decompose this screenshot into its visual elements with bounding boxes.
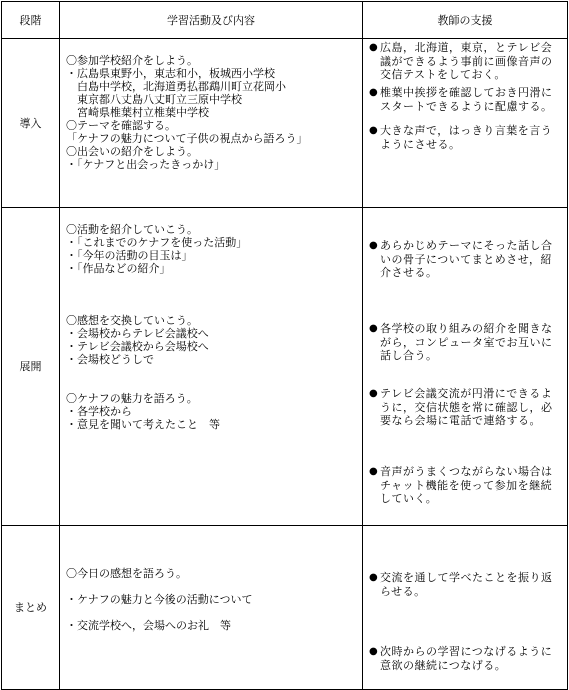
activity-line xyxy=(66,366,358,379)
activity-line: 〇ケナフの魅力を語ろう。 xyxy=(66,392,198,405)
activity-line xyxy=(66,580,358,593)
table-row-development xyxy=(2,208,568,526)
table-row-summary xyxy=(2,526,568,690)
activity-line: 東京都八丈島八丈町立三原中学校 xyxy=(66,93,242,106)
stage-label: 導入 xyxy=(2,39,60,208)
activity-line: 〇感想を交換していこう。 xyxy=(66,314,198,327)
support-item xyxy=(369,322,563,363)
activity-cell xyxy=(60,208,363,526)
activity-line: 〇参加学校紹介をしよう。 xyxy=(66,54,198,67)
activity-line: 〇出会いの紹介をしよう。 xyxy=(66,145,198,158)
bullet-icon: ● xyxy=(369,42,378,53)
support-item xyxy=(369,41,563,82)
activity-line: ・「これまでのケナフを使った活動」 xyxy=(66,236,248,249)
bullet-icon: ● xyxy=(369,240,378,251)
activity-line: 白島中学校，北海道勇払郡鵡川町立花岡小 xyxy=(66,80,286,93)
support-text: 広島，北海道，東京，とテレビ会議ができるよう事前に画像音声の交信テストをしておく。 xyxy=(380,41,553,81)
activity-line xyxy=(66,554,358,567)
bullet-icon: ● xyxy=(369,572,378,583)
support-text: 椎葉中挨拶を確認しておき円滑にスタートできるように配慮する。 xyxy=(380,86,553,113)
support-item xyxy=(369,571,563,598)
activity-cell xyxy=(60,39,363,208)
header-support: 教師の支援 xyxy=(363,2,568,39)
activity-line xyxy=(66,301,358,314)
support-text: 各学校の取り組みの紹介を聞きながら，コンピュータ室でお互いに話し合う。 xyxy=(380,322,553,362)
support-text: あらかじめテーマにそった話し合いの骨子についてまとめさせ，紹介させる。 xyxy=(380,239,553,279)
activity-line: ・広島県東野小，東志和小，板城西小学校 xyxy=(66,67,275,80)
activity-line xyxy=(66,379,358,392)
activity-line: ・「作品などの紹介」 xyxy=(66,262,171,275)
support-item xyxy=(369,387,563,428)
support-item xyxy=(369,86,563,113)
bullet-icon: ● xyxy=(369,125,378,136)
activity-line xyxy=(66,275,358,288)
activity-line: ・交流学校へ，会場へのお礼 等 xyxy=(66,619,231,632)
activity-line: ・会場校からテレビ会議校へ xyxy=(66,327,209,340)
activity-line: ・ケナフの魅力と今後の活動について xyxy=(66,593,253,606)
header-stage: 段階 xyxy=(2,2,60,39)
table-row-intro xyxy=(2,39,568,208)
bullet-icon: ● xyxy=(369,87,378,98)
activity-line: 〇テーマを確認する。 xyxy=(66,119,176,132)
activity-line: ・テレビ会議校から会場校へ xyxy=(66,340,209,353)
activity-line xyxy=(66,288,358,301)
activity-line: ・「ケナフと出会ったきっかけ」 xyxy=(66,158,226,171)
activity-line: ・各学校から xyxy=(66,405,132,418)
support-item xyxy=(369,124,563,151)
support-item xyxy=(369,239,563,280)
support-item xyxy=(369,645,563,672)
bullet-icon: ● xyxy=(369,646,378,657)
support-text: 次時からの学習につなげるように意欲の継続につなげる。 xyxy=(380,645,553,672)
activity-line xyxy=(66,606,358,619)
stage-label: 展開 xyxy=(2,208,60,526)
activity-line xyxy=(66,541,358,554)
activity-line: 「ケナフの魅力について子供の視点から語ろう」 xyxy=(66,132,308,145)
activity-cell xyxy=(60,526,363,690)
bullet-icon: ● xyxy=(369,466,378,477)
support-cell xyxy=(363,526,568,690)
activity-line: ・「今年の活動の目玉は」 xyxy=(66,249,193,262)
support-text: テレビ会議交流が円滑にできるように，交信状態を常に確認し，必要なら会場に電話で連絡する。 xyxy=(380,387,553,427)
support-text: 音声がうまくつながらない場合はチャット機能を使って参加を継続していく。 xyxy=(380,465,553,505)
bullet-icon: ● xyxy=(369,388,378,399)
activity-line: 〇今日の感想を語ろう。 xyxy=(66,567,187,580)
activity-line: 〇活動を紹介していこう。 xyxy=(66,223,198,236)
header-row xyxy=(2,2,568,39)
support-text: 交流を通して学べたことを振り返らせる。 xyxy=(380,571,553,598)
lesson-plan-table xyxy=(1,1,568,690)
header-activity: 学習活動及び内容 xyxy=(60,2,363,39)
activity-line: ・会場校どうしで xyxy=(66,353,154,366)
stage-label: まとめ xyxy=(2,526,60,690)
support-cell xyxy=(363,39,568,208)
support-text: 大きな声で，はっきり言葉を言うようにさせる。 xyxy=(380,124,553,151)
support-cell xyxy=(363,208,568,526)
support-item xyxy=(369,465,563,506)
activity-line: 宮崎県椎葉村立椎葉中学校 xyxy=(66,106,209,119)
bullet-icon: ● xyxy=(369,323,378,334)
activity-line: ・意見を聞いて考えたこと 等 xyxy=(66,418,220,431)
